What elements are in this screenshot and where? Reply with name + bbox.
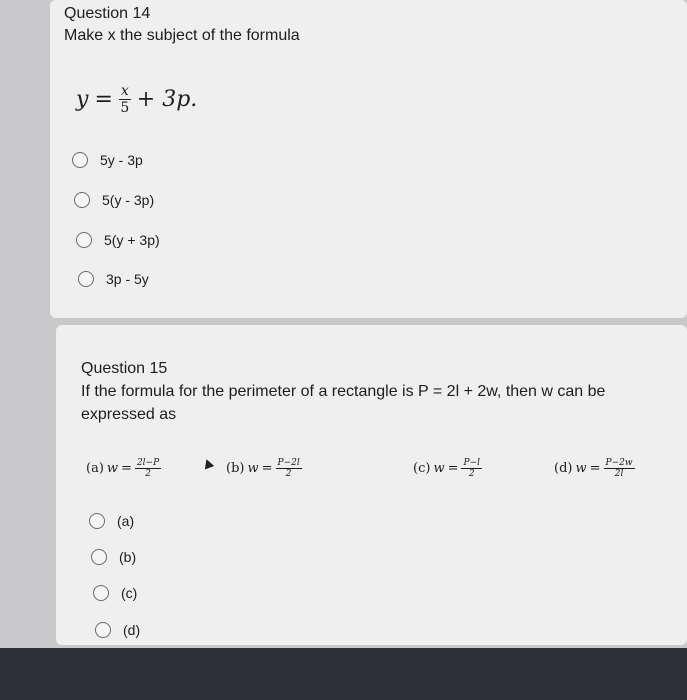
formula-fraction-denominator: 5 (120, 100, 130, 116)
choice-d-equation (554, 458, 635, 479)
formula-rest: + 3p. (136, 87, 198, 112)
option-row[interactable] (93, 585, 137, 601)
choice-var: w (575, 461, 587, 476)
formula-fraction-numerator: x (120, 83, 129, 99)
formula-equals: = (94, 87, 113, 112)
choice-var: w (106, 461, 119, 476)
option-row[interactable] (95, 622, 140, 638)
radio-button[interactable] (95, 622, 111, 638)
choice-numerator: P−2l (277, 458, 300, 468)
choice-var: w (433, 461, 445, 476)
choice-numerator: P−l (463, 458, 480, 468)
bottom-bar (0, 648, 687, 700)
formula-lhs: y (76, 87, 89, 112)
formula-fraction (119, 84, 131, 115)
radio-button[interactable] (89, 513, 105, 529)
choice-fraction (135, 458, 161, 479)
radio-button[interactable] (74, 192, 90, 208)
option-row[interactable] (91, 549, 136, 565)
option-label: 5y - 3p (100, 152, 143, 168)
question-15-prompt-line1: If the formula for the perimeter of a rectangle is P = 2l + 2w, then w can be (81, 383, 606, 400)
option-label: 5(y - 3p) (102, 192, 155, 208)
choice-fraction (604, 458, 635, 479)
option-row[interactable] (76, 232, 160, 248)
choice-label: (c) (413, 461, 431, 476)
option-label: 3p - 5y (106, 271, 149, 287)
choice-denominator: 2l (614, 469, 624, 479)
choice-denominator: 2 (468, 469, 475, 479)
choice-label: (a) (86, 461, 104, 476)
choice-eq: = (121, 461, 132, 476)
question-14-title: Question 14 (64, 5, 151, 22)
choice-fraction (276, 458, 302, 479)
question-15-card (56, 325, 687, 645)
choice-b-equation (226, 458, 302, 479)
choice-label: (b) (226, 461, 245, 476)
choice-fraction (461, 458, 481, 479)
option-label: (a) (117, 513, 135, 529)
question-15-title: Question 15 (81, 360, 168, 377)
option-row[interactable] (89, 513, 134, 529)
option-label: (d) (123, 622, 141, 638)
question-14-formula (76, 84, 197, 115)
option-label: (c) (121, 585, 138, 601)
choice-denominator: 2 (145, 469, 151, 479)
option-row[interactable] (74, 192, 154, 208)
choice-eq: = (447, 461, 459, 476)
choice-var: w (247, 461, 259, 476)
question-15-prompt-line2: expressed as (81, 406, 177, 423)
radio-button[interactable] (78, 271, 94, 287)
option-row[interactable] (72, 152, 143, 168)
option-label: (b) (119, 549, 137, 565)
option-row[interactable] (78, 271, 149, 287)
choice-denominator: 2 (285, 469, 292, 479)
choice-c-equation (413, 458, 482, 479)
radio-button[interactable] (93, 585, 109, 601)
radio-button[interactable] (72, 152, 88, 168)
choice-eq: = (261, 461, 273, 476)
choice-eq: = (589, 461, 601, 476)
option-label: 5(y + 3p) (104, 232, 160, 248)
question-14-card (50, 0, 687, 318)
radio-button[interactable] (91, 549, 107, 565)
radio-button[interactable] (76, 232, 92, 248)
choice-numerator: P−2w (605, 458, 633, 468)
question-14-prompt: Make x the subject of the formula (64, 27, 300, 44)
choice-label: (d) (554, 461, 573, 476)
choice-numerator: 2l−P (136, 458, 160, 468)
choice-a-equation (86, 458, 161, 479)
